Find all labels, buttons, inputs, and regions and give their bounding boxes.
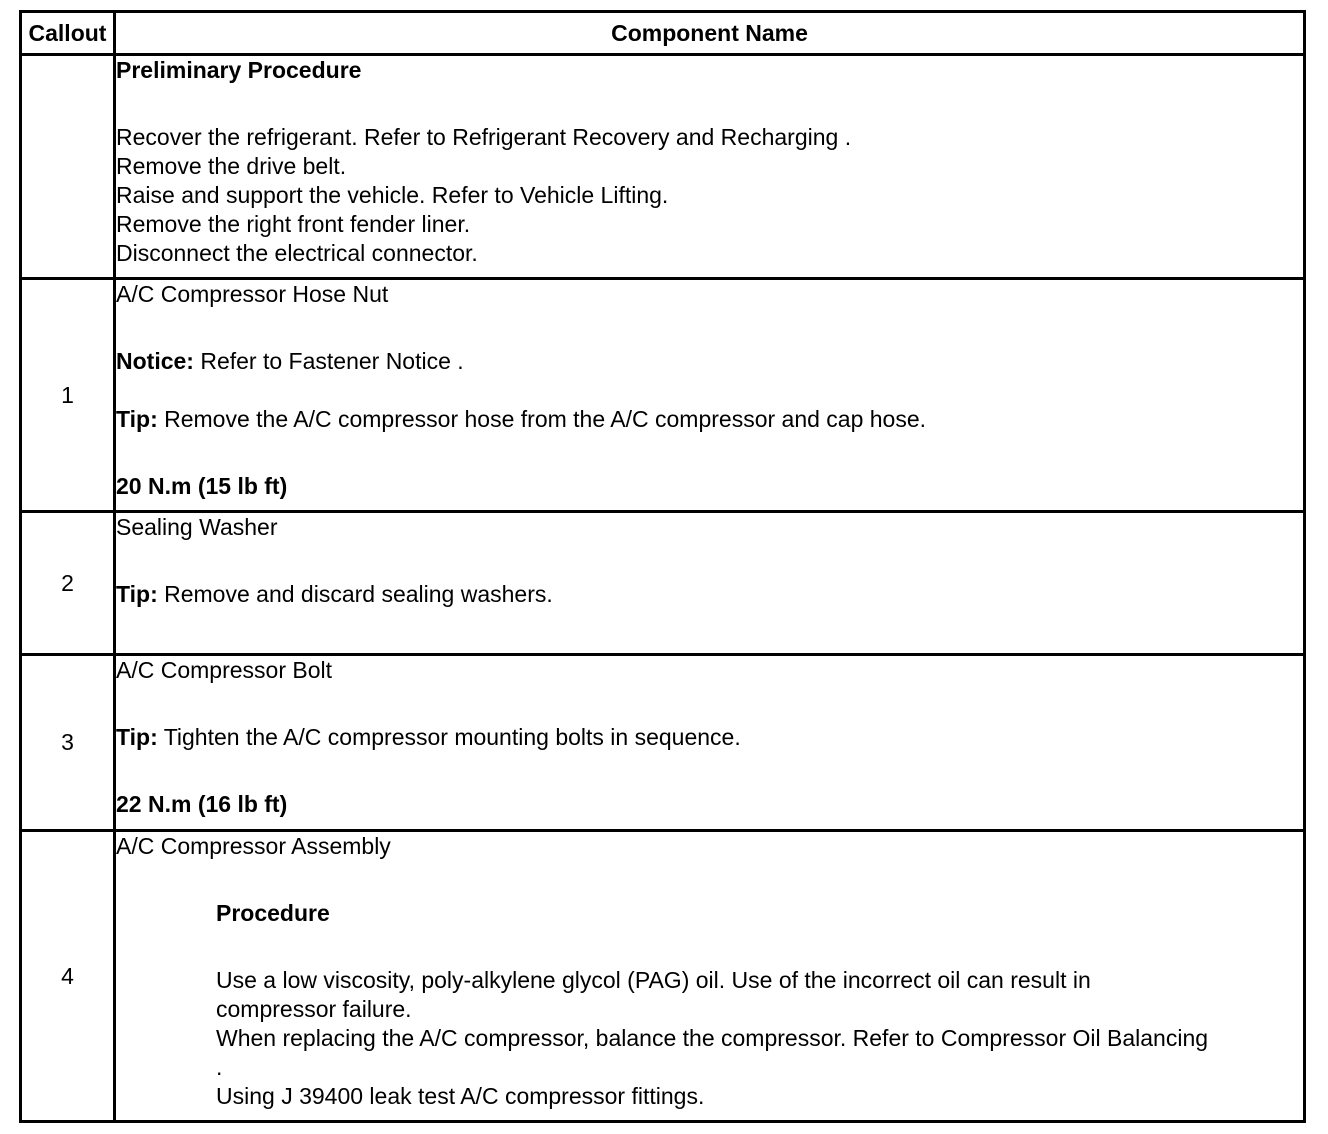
table-row — [21, 279, 1305, 512]
torque-spec: 20 N.m (15 lb ft) — [116, 473, 288, 499]
tip-label: Tip: — [116, 406, 158, 432]
tip-text: Remove the A/C compressor hose from the A/C compressor and cap hose. — [157, 406, 927, 432]
table-row — [21, 831, 1305, 1122]
callout-number: 1 — [21, 279, 115, 512]
procedure-heading: Procedure — [216, 900, 330, 926]
component-cell — [115, 512, 1305, 655]
header-callout: Callout — [21, 12, 115, 55]
procedure-step: Use a low viscosity, poly-alkylene glycol (PAG) oil. Use of the incorrect oil can result in compressor failure. — [216, 967, 1091, 1022]
component-cell — [115, 279, 1305, 512]
tip-line — [116, 723, 1303, 752]
table-row — [21, 655, 1305, 831]
preliminary-row — [21, 55, 1305, 279]
header-component-name: Component Name — [115, 12, 1305, 55]
tip-line — [116, 580, 1303, 609]
tip-label: Tip: — [116, 724, 158, 750]
procedure-step: When replacing the A/C compressor, balance the compressor. Refer to Compressor Oil Balancing . — [216, 1025, 1209, 1080]
component-table — [19, 10, 1306, 1123]
notice-text: Refer to Fastener Notice . — [193, 348, 464, 374]
callout-number: 3 — [21, 655, 115, 831]
callout-number: 4 — [21, 831, 115, 1122]
table-row — [21, 512, 1305, 655]
component-name: A/C Compressor Bolt — [116, 657, 333, 683]
preliminary-step: Remove the drive belt. — [116, 153, 347, 179]
tip-line — [116, 405, 1303, 434]
preliminary-step: Disconnect the electrical connector. — [116, 240, 478, 266]
torque-spec: 22 N.m (16 lb ft) — [116, 791, 288, 817]
component-name: A/C Compressor Hose Nut — [116, 281, 389, 307]
component-name: A/C Compressor Assembly — [116, 833, 391, 859]
callout-number: 2 — [21, 512, 115, 655]
component-name: Sealing Washer — [116, 514, 278, 540]
preliminary-step: Recover the refrigerant. Refer to Refrigerant Recovery and Recharging . — [116, 124, 852, 150]
notice-label: Notice: — [116, 348, 194, 374]
procedure-step: Using J 39400 leak test A/C compressor fittings. — [216, 1083, 705, 1109]
component-cell — [115, 655, 1305, 831]
preliminary-heading: Preliminary Procedure — [116, 57, 362, 83]
component-cell — [115, 831, 1305, 1122]
tip-text: Remove and discard sealing washers. — [157, 581, 553, 607]
preliminary-cell — [115, 55, 1305, 279]
tip-label: Tip: — [116, 581, 158, 607]
tip-text: Tighten the A/C compressor mounting bolts in sequence. — [157, 724, 741, 750]
preliminary-callout-cell — [21, 55, 115, 279]
preliminary-step: Raise and support the vehicle. Refer to Vehicle Lifting. — [116, 182, 669, 208]
notice-line — [116, 347, 1303, 376]
table-header-row — [21, 12, 1305, 55]
preliminary-step: Remove the right front fender liner. — [116, 211, 471, 237]
